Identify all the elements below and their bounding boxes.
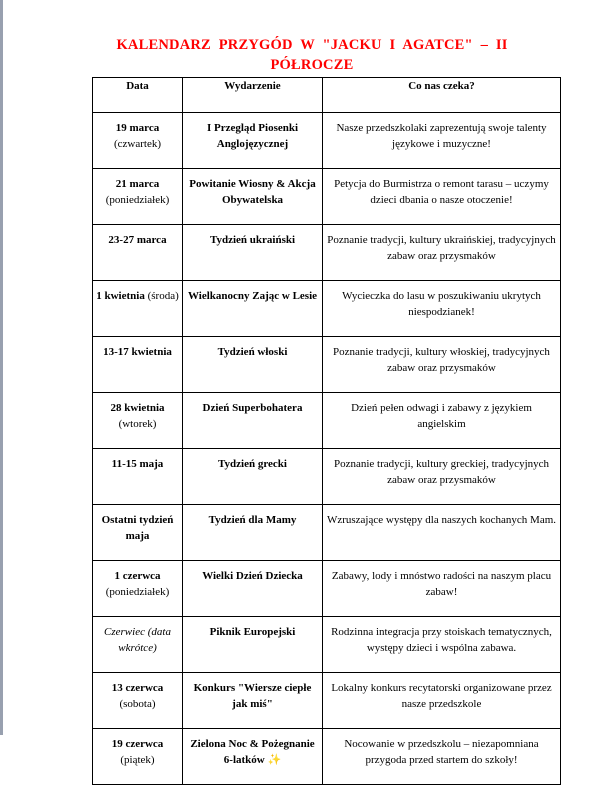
column-header-wydarzenie: Wydarzenie xyxy=(183,78,323,113)
date-cell xyxy=(93,673,183,729)
date-weekday-note: (poniedziałek) xyxy=(105,585,170,598)
event-cell: Powitanie Wiosny & Akcja Obywatelska xyxy=(183,169,323,225)
event-cell: Wielki Dzień Dziecka xyxy=(183,561,323,617)
event-cell: Tydzień grecki xyxy=(183,449,323,505)
table-row xyxy=(93,561,561,617)
date-text: 13-17 kwietnia xyxy=(103,346,172,358)
event-cell: Piknik Europejski xyxy=(183,617,323,673)
date-weekday-note: (piątek) xyxy=(120,753,155,766)
table-row xyxy=(93,617,561,673)
date-cell xyxy=(93,393,183,449)
details-cell: Petycja do Burmistrza o remont tarasu – uczymy dzieci dbania o nasze otoczenie! xyxy=(323,169,561,225)
date-weekday-note: (poniedziałek) xyxy=(105,193,170,206)
date-cell xyxy=(93,505,183,561)
table-row xyxy=(93,169,561,225)
details-cell: Lokalny konkurs recytatorski organizowane przez nasze przedszkole xyxy=(323,673,561,729)
date-weekday-note: (czwartek) xyxy=(113,137,162,150)
table-row xyxy=(93,449,561,505)
date-cell xyxy=(93,169,183,225)
date-weekday-note: (wtorek) xyxy=(118,417,157,430)
date-text: 28 kwietnia xyxy=(110,402,165,414)
date-text: 1 kwietnia xyxy=(96,290,145,302)
event-cell: Konkurs "Wiersze ciepłe jak miś" xyxy=(183,673,323,729)
details-cell: Wycieczka do lasu w poszukiwaniu ukrytych niespodzianek! xyxy=(323,281,561,337)
date-cell xyxy=(93,113,183,169)
details-cell: Poznanie tradycji, kultury włoskiej, tradycyjnych zabaw oraz przysmaków xyxy=(323,337,561,393)
table-row xyxy=(93,225,561,281)
details-cell: Poznanie tradycji, kultury greckiej, tradycyjnych zabaw oraz przysmaków xyxy=(323,449,561,505)
date-cell xyxy=(93,225,183,281)
date-text: 21 marca xyxy=(115,178,160,190)
date-text: Czerwiec (data wkrótce) xyxy=(104,626,171,654)
column-header-co-nas-czeka: Co nas czeka? xyxy=(323,78,561,113)
date-text: 19 czerwca xyxy=(111,738,164,750)
date-text: 23-27 marca xyxy=(108,234,167,246)
date-cell xyxy=(93,561,183,617)
date-text: 13 czerwca xyxy=(111,682,164,694)
date-cell xyxy=(93,449,183,505)
event-cell: Tydzień dla Mamy xyxy=(183,505,323,561)
table-row xyxy=(93,393,561,449)
date-cell xyxy=(93,729,183,785)
date-cell xyxy=(93,617,183,673)
date-cell xyxy=(93,337,183,393)
event-cell: Dzień Superbohatera xyxy=(183,393,323,449)
events-table xyxy=(92,77,561,785)
event-cell: Tydzień włoski xyxy=(183,337,323,393)
window-edge xyxy=(0,0,3,735)
details-cell: Nasze przedszkolaki zaprezentują swoje talenty językowe i muzyczne! xyxy=(323,113,561,169)
table-row xyxy=(93,505,561,561)
date-text: Ostatni tydzień maja xyxy=(101,514,174,542)
table-row xyxy=(93,113,561,169)
event-cell: I Przegląd Piosenki Anglojęzycznej xyxy=(183,113,323,169)
details-cell: Zabawy, lody i mnóstwo radości na naszym placu zabaw! xyxy=(323,561,561,617)
details-cell: Nocowanie w przedszkolu – niezapomniana przygoda przed startem do szkoły! xyxy=(323,729,561,785)
details-cell: Dzień pełen odwagi i zabawy z językiem angielskim xyxy=(323,393,561,449)
event-cell: Wielkanocny Zając w Lesie xyxy=(183,281,323,337)
details-cell: Poznanie tradycji, kultury ukraińskiej, tradycyjnych zabaw oraz przysmaków xyxy=(323,225,561,281)
details-cell: Wzruszające występy dla naszych kochanych Mam. xyxy=(323,505,561,561)
date-weekday-note: (sobota) xyxy=(119,697,156,710)
table-row xyxy=(93,337,561,393)
page-title: KALENDARZ PRZYGÓD W "JACKU I AGATCE" – II PÓŁROCZE xyxy=(116,37,508,73)
column-header-data: Data xyxy=(93,78,183,113)
date-weekday-note: (środa) xyxy=(147,290,179,302)
date-text: 1 czerwca xyxy=(114,570,161,582)
table-row xyxy=(93,673,561,729)
details-cell: Rodzinna integracja przy stoiskach tematycznych, występy dzieci i wspólna zabawa. xyxy=(323,617,561,673)
event-cell: Tydzień ukraiński xyxy=(183,225,323,281)
date-text: 11-15 maja xyxy=(111,458,164,470)
table-row xyxy=(93,729,561,785)
date-cell xyxy=(93,281,183,337)
table-row xyxy=(93,281,561,337)
event-cell: Zielona Noc & Pożegnanie 6-latków ✨ xyxy=(183,729,323,785)
date-text: 19 marca xyxy=(115,122,160,134)
table-header-row xyxy=(93,78,561,113)
